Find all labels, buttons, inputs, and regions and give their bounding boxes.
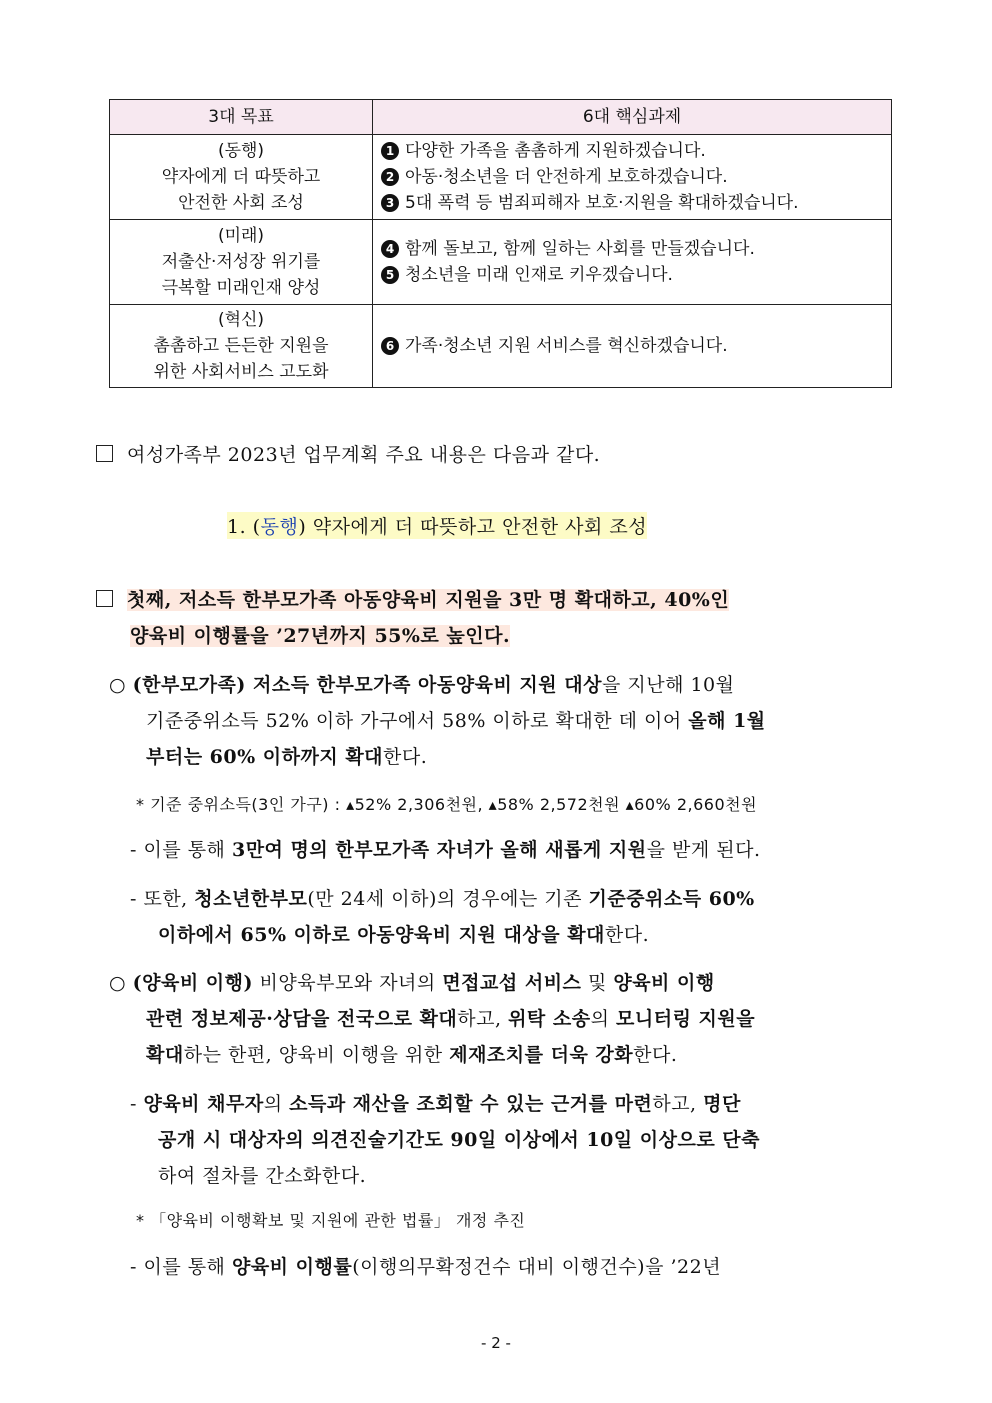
task-text: 다양한 가족을 촘촘하게 지원하겠습니다. — [405, 141, 706, 161]
headline-line: 첫째, 저소득 한부모가족 아동양육비 지원을 3만 명 확대하고, 40%인 — [127, 589, 730, 611]
number-bullet-icon: 1 — [381, 142, 399, 160]
goal-line: 안전한 사회 조성 — [178, 193, 304, 213]
text-bold: 확대 — [146, 1044, 184, 1066]
text-bold: 면접교섭 서비스 — [442, 972, 582, 994]
bullet-paragraph-cont — [146, 706, 766, 733]
text: 을 지난해 10월 — [601, 674, 735, 696]
circle-bullet-icon: ○ — [109, 972, 133, 994]
number-bullet-icon: 3 — [381, 194, 399, 212]
task-item — [381, 190, 883, 216]
header-goal: 3대 목표 — [110, 100, 373, 135]
task-text: 아동·청소년을 더 안전하게 보호하겠습니다. — [405, 167, 728, 187]
text-bold: 올해 1월 — [688, 710, 766, 732]
dash-item-cont — [158, 920, 649, 947]
text: 을 받게 된다. — [646, 839, 761, 861]
number-bullet-icon: 2 — [381, 168, 399, 186]
dash-item-cont: 하여 절차를 간소화한다. — [158, 1165, 367, 1187]
dash-item-cont: 공개 시 대상자의 의견진술기간도 90일 이상에서 10일 이상으로 단축 — [158, 1129, 761, 1151]
text-bold: 3만여 명의 한부모가족 자녀가 올해 새롭게 지원 — [231, 839, 647, 861]
task-item — [381, 262, 883, 288]
dash-item — [130, 1252, 721, 1279]
goal-line: 극복할 미래인재 양성 — [161, 278, 321, 298]
table-header-row — [110, 100, 892, 135]
text: 기준중위소득 52% 이하 가구에서 58% 이하로 확대한 데 이어 — [146, 710, 689, 732]
text: - 이를 통해 — [130, 1256, 232, 1278]
text-bold: (한부모가족) 저소득 한부모가족 아동양육비 지원 대상 — [132, 674, 602, 696]
goal-cell — [110, 305, 373, 388]
task-text: 청소년을 미래 인재로 키우겠습니다. — [405, 265, 673, 285]
page-number: - 2 - — [481, 1334, 511, 1352]
section-title: ) 약자에게 더 따뜻하고 안전한 사회 조성 — [298, 516, 648, 538]
section-tag: 동행 — [260, 516, 299, 538]
bullet-paragraph-cont — [146, 1004, 755, 1031]
dash-item — [130, 884, 755, 911]
headline-line: 양육비 이행률을 ’27년까지 55%로 높인다. — [130, 625, 511, 647]
table-row — [110, 220, 892, 305]
text: 한다. — [633, 1044, 678, 1066]
intro-paragraph — [96, 440, 600, 467]
text: - 이를 통해 — [130, 839, 232, 861]
text-bold: 소득과 재산을 조회할 수 있는 근거를 마련 — [289, 1093, 653, 1115]
text: 의 — [263, 1093, 290, 1115]
text: 비양육부모와 자녀의 — [253, 972, 443, 994]
task-item — [381, 164, 883, 190]
number-bullet-icon: 4 — [381, 240, 399, 258]
text-bold: 양육비 이행률 — [231, 1256, 353, 1278]
goal-tag: (미래) — [217, 226, 265, 246]
bullet-paragraph — [109, 670, 735, 697]
goal-line: 약자에게 더 따뜻하고 — [161, 167, 321, 187]
section-heading — [227, 512, 647, 539]
task-cell — [373, 135, 892, 220]
text-bold: 부터는 60% 이하까지 확대 — [146, 746, 384, 768]
text-bold: 청소년한부모 — [194, 888, 308, 910]
text: 하고, — [652, 1093, 704, 1115]
intro-text: 여성가족부 2023년 업무계획 주요 내용은 다음과 같다. — [127, 444, 601, 466]
text-bold: 명단 — [703, 1093, 741, 1115]
bullet-paragraph — [109, 968, 715, 995]
text-bold: (양육비 이행) — [132, 972, 253, 994]
task-cell — [373, 305, 892, 388]
text: ’22년 — [670, 1256, 722, 1278]
bullet-paragraph-cont — [146, 1040, 677, 1067]
goal-tag: (동행) — [217, 141, 265, 161]
number-bullet-icon: 5 — [381, 266, 399, 284]
goal-tag: (혁신) — [217, 310, 265, 330]
table-row — [110, 135, 892, 220]
text: 한다. — [604, 924, 650, 946]
text-bold: 모니터링 지원을 — [616, 1008, 756, 1030]
circle-bullet-icon: ○ — [109, 674, 133, 696]
text: 하고, — [457, 1008, 509, 1030]
footnote: * 기준 중위소득(3인 가구) : ▴52% 2,306천원, ▴58% 2,572천원 ▴60% 2,660천원 — [136, 795, 758, 814]
header-task: 6대 핵심과제 — [373, 100, 892, 135]
task-text: 함께 돌보고, 함께 일하는 사회를 만들겠습니다. — [405, 239, 755, 259]
footnote: * 「양육비 이행확보 및 지원에 관한 법률」 개정 추진 — [136, 1211, 526, 1230]
dash-item — [130, 835, 761, 862]
goal-line: 촘촘하고 든든한 지원을 — [153, 336, 329, 356]
goal-cell — [110, 135, 373, 220]
text: 하는 한편, 양육비 이행을 위한 — [183, 1044, 450, 1066]
task-text: 5대 폭력 등 범죄피해자 보호·지원을 확대하겠습니다. — [405, 193, 799, 213]
task-item — [381, 236, 883, 262]
headline-paragraph — [96, 585, 729, 612]
text: (만 24세 이하)의 경우에는 기존 — [307, 888, 589, 910]
task-cell — [373, 220, 892, 305]
number-bullet-icon: 6 — [381, 337, 399, 355]
text: 의 — [590, 1008, 617, 1030]
table-row — [110, 305, 892, 388]
text: 한다. — [383, 746, 428, 768]
headline-paragraph-cont — [130, 621, 510, 648]
checkbox-square-icon — [96, 445, 113, 462]
goal-line: 위한 사회서비스 고도화 — [153, 362, 329, 382]
goals-table — [109, 99, 892, 388]
text-bold: 관련 정보제공·상담을 전국으로 확대 — [146, 1008, 458, 1030]
text-bold: 양육비 이행 — [613, 972, 715, 994]
goal-cell — [110, 220, 373, 305]
task-item — [381, 138, 883, 164]
goal-line: 저출산·저성장 위기를 — [161, 252, 321, 272]
bullet-paragraph-cont — [146, 742, 427, 769]
dash-item — [130, 1089, 741, 1116]
checkbox-square-icon — [96, 590, 113, 607]
text-bold: 제재조치를 더욱 강화 — [449, 1044, 634, 1066]
text-bold: 기준중위소득 60% — [588, 888, 755, 910]
text: 및 — [581, 972, 614, 994]
text-bold: 이하에서 65% 이하로 아동양육비 지원 대상을 확대 — [158, 924, 605, 946]
text: - — [130, 1093, 144, 1115]
section-prefix: 1. ( — [227, 516, 261, 538]
task-item — [381, 333, 883, 359]
task-text: 가족·청소년 지원 서비스를 혁신하겠습니다. — [405, 336, 728, 356]
text: - 또한, — [130, 888, 195, 910]
text-bold: 양육비 채무자 — [143, 1093, 264, 1115]
text-bold: 위탁 소송 — [508, 1008, 591, 1030]
text: (이행의무확정건수 대비 이행건수)을 — [352, 1256, 671, 1278]
